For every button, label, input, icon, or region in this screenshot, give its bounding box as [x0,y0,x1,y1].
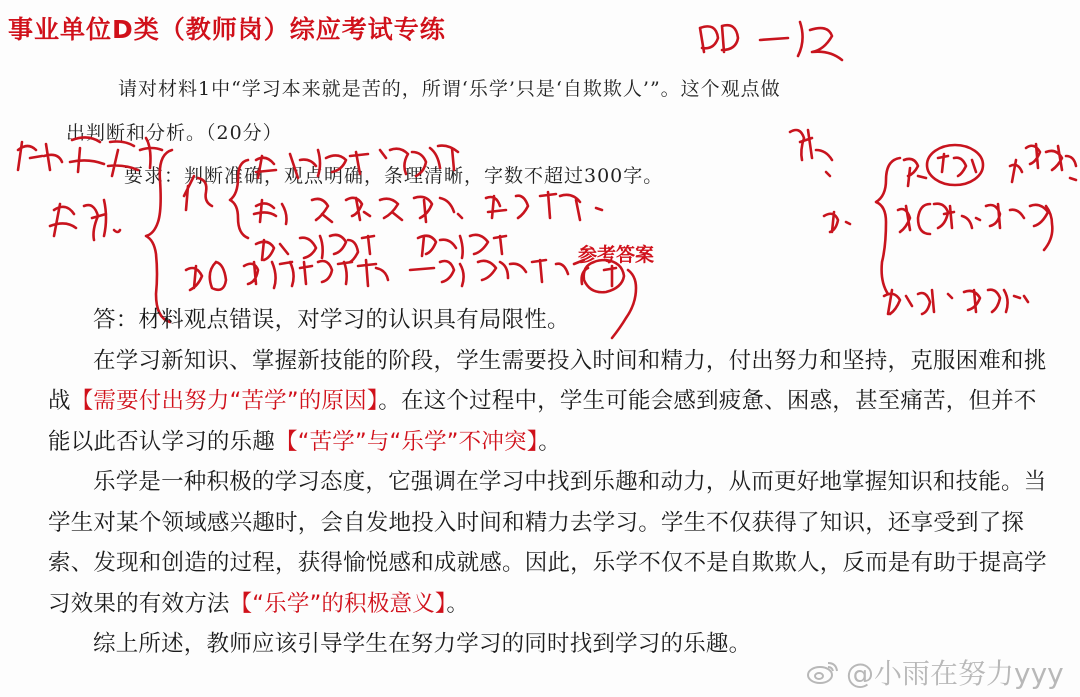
highlight-positive-meaning: 【“乐学”的积极意义】 [229,590,447,617]
answer-body [48,300,1048,665]
answer-judgement: 答：材料观点错误，对学习的认识具有局限性。 [93,307,570,333]
answer-label: 参考答案 [578,244,655,266]
answer-paragraph-2 [48,341,1048,463]
watermark [806,652,1064,692]
answer-p3-text-a: 乐学是一种积极的学习态度，它强调在学习中找到乐趣和动力，从而更好地掌握知识和技能。当学生对某个领域感兴趣时，会自发地投入时间和精力去学习。学生不仅获得了知识，还享受到了探索、发现和创造的过程，获得愉悦感和成就感。因此，乐学不仅不是自欺欺人，反而是有助于提高学习效果的有效方法 [48,469,1047,617]
highlight-reason-hard-study: 【需要付出努力“苦学”的原因】 [70,388,379,414]
answer-p2-text-b: 。在这个过程中，学生可能会感到疲惫、困惑，甚至痛苦，但并不能以此否认学习的乐趣 [48,388,1037,455]
answer-p3-text-b: 。 [446,590,470,617]
answer-p2-text-c: 。 [538,428,561,455]
question-line-2: 出判断和分析。（20分） [66,122,283,144]
weibo-logo-icon [806,659,840,685]
watermark-text: @小雨在努力yyy [846,657,1064,690]
question-requirements: 要求：判断准确，观点明确，条理清晰，字数不超过300字。 [124,165,664,187]
question-line-1: 请对材料1中“学习本来就是苦的，所谓‘乐学’只是‘自欺欺人’”。这个观点做 [118,78,781,100]
highlight-no-conflict: 【“苦学”与“乐学”不冲突】 [275,428,539,455]
answer-paragraph-3 [48,462,1048,624]
answer-p2-text-a: 在学习新知识、掌握新技能的阶段，学生需要投入时间和精力，付出努力和坚持，克服困难和挑战 [48,347,1047,414]
answer-paragraph-1 [48,300,1048,341]
answer-conclusion: 综上所述，教师应该引导学生在努力学习的同时找到学习的乐趣。 [93,631,752,657]
page-title: 事业单位D类（教师岗）综应考试专练 [8,15,446,44]
